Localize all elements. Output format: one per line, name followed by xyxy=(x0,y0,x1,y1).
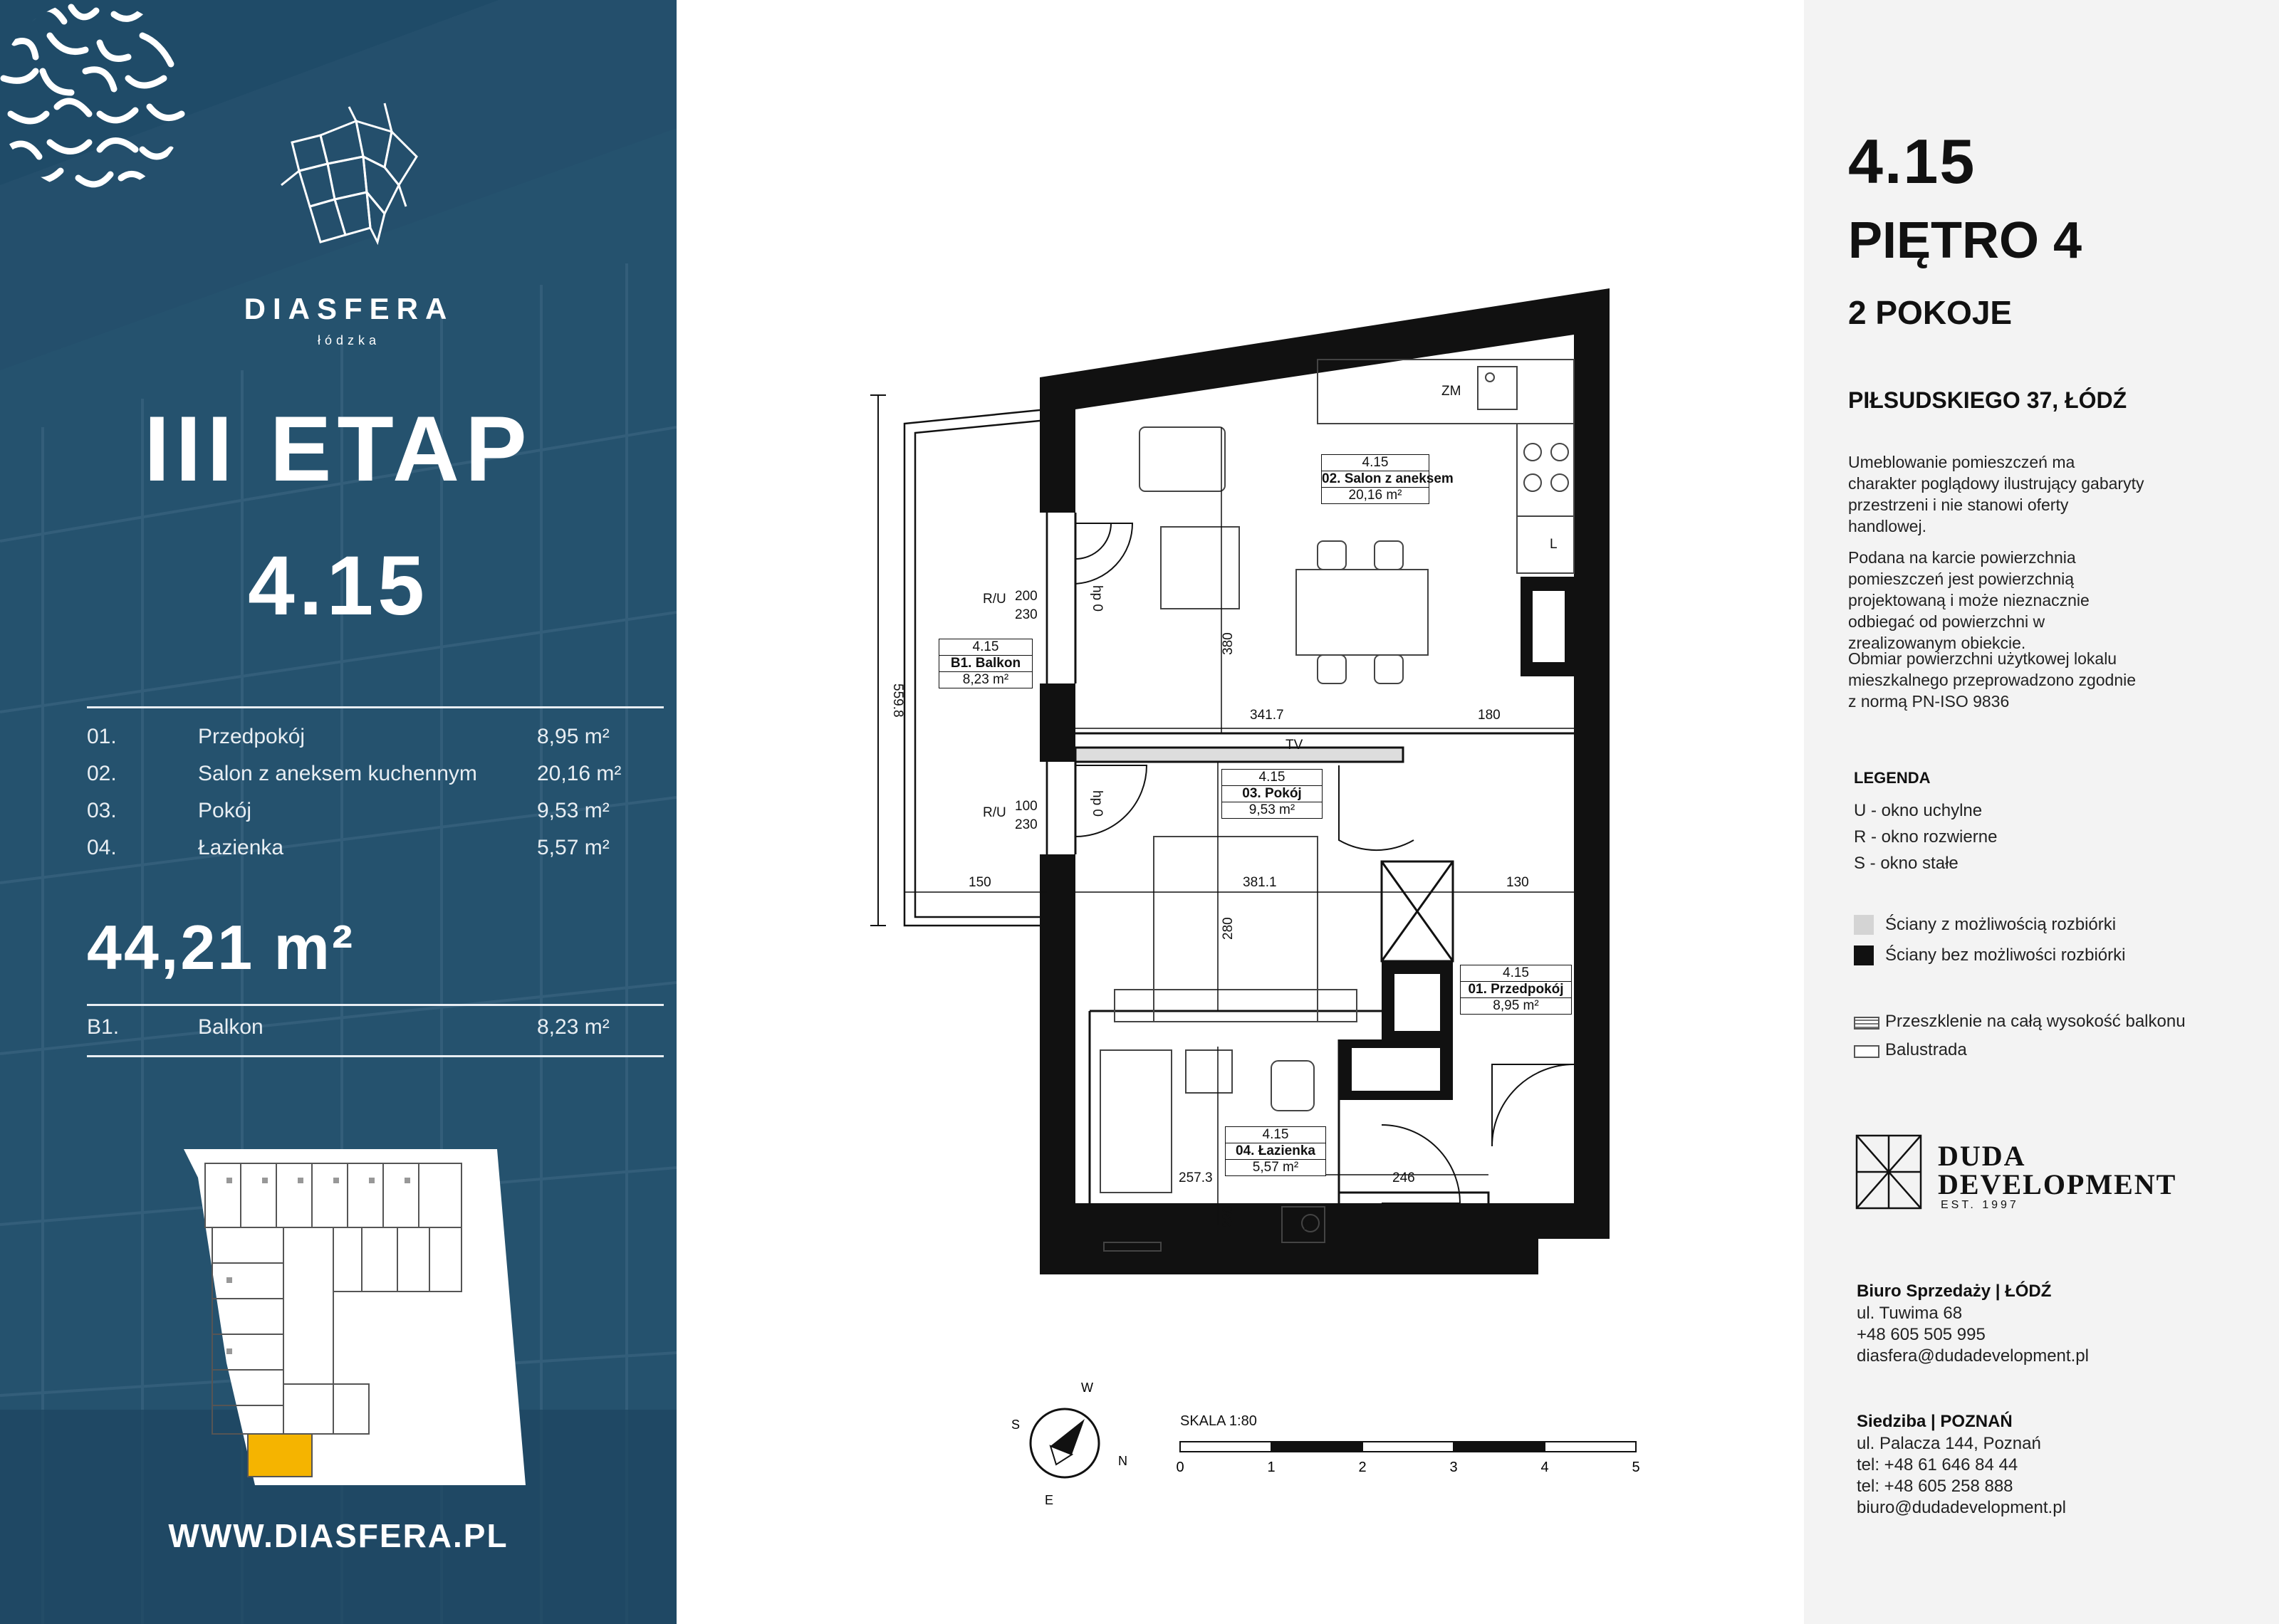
rooms-count: 2 POKOJE xyxy=(1848,294,2013,331)
room-area: 8,95 m² xyxy=(537,725,610,748)
dim-220: 220 xyxy=(1221,1205,1236,1228)
room-name: Pokój xyxy=(198,799,252,822)
developer-line1: DUDA xyxy=(1938,1140,2026,1172)
scale-bar xyxy=(1168,1435,1652,1477)
scale-tick: 4 xyxy=(1540,1460,1549,1475)
website-link[interactable]: WWW.DIASFERA.PL xyxy=(168,1517,509,1554)
room-row xyxy=(87,756,664,793)
unit-number: 4.15 xyxy=(1848,126,1976,197)
room-row xyxy=(87,719,664,756)
window2-width: 100 xyxy=(1015,799,1038,814)
right-panel xyxy=(1804,0,2279,1624)
divider-bottom xyxy=(87,1055,664,1057)
balcony-num: B1. xyxy=(87,1015,120,1039)
dim-246: 246 xyxy=(1392,1170,1415,1185)
window1-height: 230 xyxy=(1015,607,1038,622)
room-area: 5,57 m² xyxy=(537,836,610,859)
duda-development-logo-icon xyxy=(1850,1132,1928,1212)
pattern-circle-decoration xyxy=(0,0,192,196)
legend-balustrade: Balustrada xyxy=(1885,1040,1967,1059)
balcony-row xyxy=(87,1015,664,1044)
room-label-area: 9,53 m² xyxy=(1248,802,1295,817)
scale-tick: 0 xyxy=(1176,1460,1184,1475)
diasfera-logo-icon xyxy=(278,100,427,263)
room-num: 02. xyxy=(87,762,117,785)
room-label-name: 04. Łazienka xyxy=(1226,1143,1325,1160)
scale-label: SKALA 1:80 xyxy=(1180,1413,1257,1429)
room-label-id: 4.15 xyxy=(1262,1127,1289,1142)
room-label-name: 03. Pokój xyxy=(1222,785,1322,802)
dim-3417: 341.7 xyxy=(1250,708,1284,723)
room-label-area: 20,16 m² xyxy=(1348,488,1402,503)
window2-height: 230 xyxy=(1015,817,1038,832)
dim-280: 280 xyxy=(1221,917,1236,940)
room-num: 01. xyxy=(87,725,117,748)
hq-title: Siedziba | POZNAŃ xyxy=(1857,1412,2013,1431)
dim-380: 380 xyxy=(1221,632,1236,655)
floor-plan xyxy=(819,263,1667,1573)
room-row xyxy=(87,830,664,867)
balcony-area: 8,23 m² xyxy=(537,1015,610,1039)
hq-tel1[interactable]: tel: +48 61 646 84 44 xyxy=(1857,1455,2018,1474)
legend-item: S - okno stałe xyxy=(1854,854,1959,873)
window1-width: 200 xyxy=(1015,589,1038,604)
room-label-name: 02. Salon z aneksem xyxy=(1322,471,1454,486)
compass-w: W xyxy=(1081,1381,1093,1395)
dim-150: 150 xyxy=(969,875,991,890)
stage-title: III ETAP xyxy=(144,397,533,501)
room-label-pokoj xyxy=(1221,769,1323,819)
window1-type: R/U xyxy=(983,592,1006,607)
dimension-balcony-height xyxy=(870,395,886,926)
rooms-table xyxy=(87,719,664,867)
brand-name: DIASFERA xyxy=(244,292,454,325)
divider-mid xyxy=(87,1004,664,1006)
room-label-area: 5,57 m² xyxy=(1252,1160,1299,1175)
legend-item: R - okno rozwierne xyxy=(1854,827,1998,847)
l-label: L xyxy=(1550,537,1558,552)
scale-tick: 3 xyxy=(1449,1460,1458,1475)
p-label: P xyxy=(1303,1218,1313,1233)
compass-s: S xyxy=(1011,1418,1021,1432)
compass-icon xyxy=(1001,1378,1143,1509)
office-address: ul. Tuwima 68 xyxy=(1857,1304,1963,1323)
note-measurement: Obmiar powierzchni użytkowej lokalu mieszkalnego przeprowadzono zgodnie z normą PN-ISO 9836 xyxy=(1848,649,2137,711)
room-num: 03. xyxy=(87,799,117,822)
hq-address: ul. Palacza 144, Poznań xyxy=(1857,1434,2041,1453)
office-title: Biuro Sprzedaży | ŁÓDŹ xyxy=(1857,1282,2052,1301)
tv-label: TV xyxy=(1285,738,1303,753)
room-name: Przedpokój xyxy=(198,725,306,748)
compass-n: N xyxy=(1118,1454,1127,1468)
address: PIŁSUDSKIEGO 37, ŁÓDŹ xyxy=(1848,387,2127,413)
window2-hp: hp 0 xyxy=(1090,790,1105,817)
office-phone[interactable]: +48 605 505 995 xyxy=(1857,1325,1986,1344)
room-name: Salon z aneksem kuchennym xyxy=(198,762,477,785)
office-email[interactable]: diasfera@dudadevelopment.pl xyxy=(1857,1346,2089,1366)
room-label-area: 8,23 m² xyxy=(962,672,1009,687)
balcony-name: Balkon xyxy=(198,1015,264,1039)
note-area: Podana na karcie powierzchnia pomieszczeń jest powierzchnią projektowaną i może nieznacznie odbiegać od powierzchni w zrealizowanym obiekcie. xyxy=(1848,548,2090,652)
total-area: 44,21 m² xyxy=(87,912,355,983)
room-area: 9,53 m² xyxy=(537,799,610,822)
hq-tel2[interactable]: tel: +48 605 258 888 xyxy=(1857,1477,2013,1496)
room-label-id: 4.15 xyxy=(1362,455,1389,470)
legend-item: U - okno uchylne xyxy=(1854,801,1983,820)
divider-top xyxy=(87,706,664,708)
developer-est: EST. 1997 xyxy=(1941,1199,2019,1211)
building-key-plan xyxy=(184,1149,526,1485)
swatch-dark-walls xyxy=(1854,945,1874,965)
floor-label: PIĘTRO 4 xyxy=(1848,212,2082,269)
left-panel xyxy=(0,0,677,1624)
room-label-id: 4.15 xyxy=(1503,965,1529,980)
legend-walls-light: Ściany z możliwością rozbiórki xyxy=(1885,915,2117,934)
room-label-salon xyxy=(1321,454,1454,504)
room-label-name: B1. Balkon xyxy=(939,655,1032,672)
scale-tick: 2 xyxy=(1358,1460,1367,1475)
room-name: Łazienka xyxy=(198,836,284,859)
window2-type: R/U xyxy=(983,805,1006,820)
dim-5598: 559.8 xyxy=(890,683,905,718)
hq-email[interactable]: biuro@dudadevelopment.pl xyxy=(1857,1498,2066,1517)
room-row xyxy=(87,793,664,830)
room-label-przedpokoj xyxy=(1460,965,1572,1015)
zm-label: ZM xyxy=(1441,384,1461,399)
room-label-id: 4.15 xyxy=(1258,770,1285,785)
note-furnishing: Umeblowanie pomieszczeń ma charakter poglądowy ilustrujący gabaryty przestrzeni i nie stanowi oferty handlowej. xyxy=(1848,453,2144,535)
legend-walls-dark: Ściany bez możliwości rozbiórki xyxy=(1885,945,2126,965)
interior-walls xyxy=(1075,513,1577,1225)
legend-title: LEGENDA xyxy=(1854,769,1931,787)
room-label-lazienka xyxy=(1225,1126,1326,1176)
swatch-balustrade xyxy=(1854,1045,1879,1058)
developer-line2: DEVELOPMENT xyxy=(1938,1168,2177,1200)
unit-number-big: 4.15 xyxy=(248,539,429,633)
legend-glass: Przeszklenie na całą wysokość balkonu xyxy=(1885,1012,2186,1031)
brand-subtitle: łódzka xyxy=(317,333,381,347)
doors xyxy=(1075,523,1574,1203)
room-num: 04. xyxy=(87,836,117,859)
room-area: 20,16 m² xyxy=(537,762,622,785)
dim-3811: 381.1 xyxy=(1243,875,1277,890)
room-label-id: 4.15 xyxy=(972,639,999,654)
room-label-balkon xyxy=(939,639,1033,688)
scale-tick: 5 xyxy=(1632,1460,1640,1475)
swatch-light-walls xyxy=(1854,915,1874,935)
dim-2573: 257.3 xyxy=(1179,1170,1213,1185)
scale-tick: 1 xyxy=(1267,1460,1276,1475)
window1-hp: hp 0 xyxy=(1090,585,1105,612)
room-label-area: 8,95 m² xyxy=(1493,998,1539,1013)
room-label-name: 01. Przedpokój xyxy=(1461,981,1571,998)
dim-180: 180 xyxy=(1478,708,1501,723)
compass-e: E xyxy=(1045,1493,1054,1507)
dim-130: 130 xyxy=(1506,875,1529,890)
swatch-glass xyxy=(1854,1017,1879,1030)
